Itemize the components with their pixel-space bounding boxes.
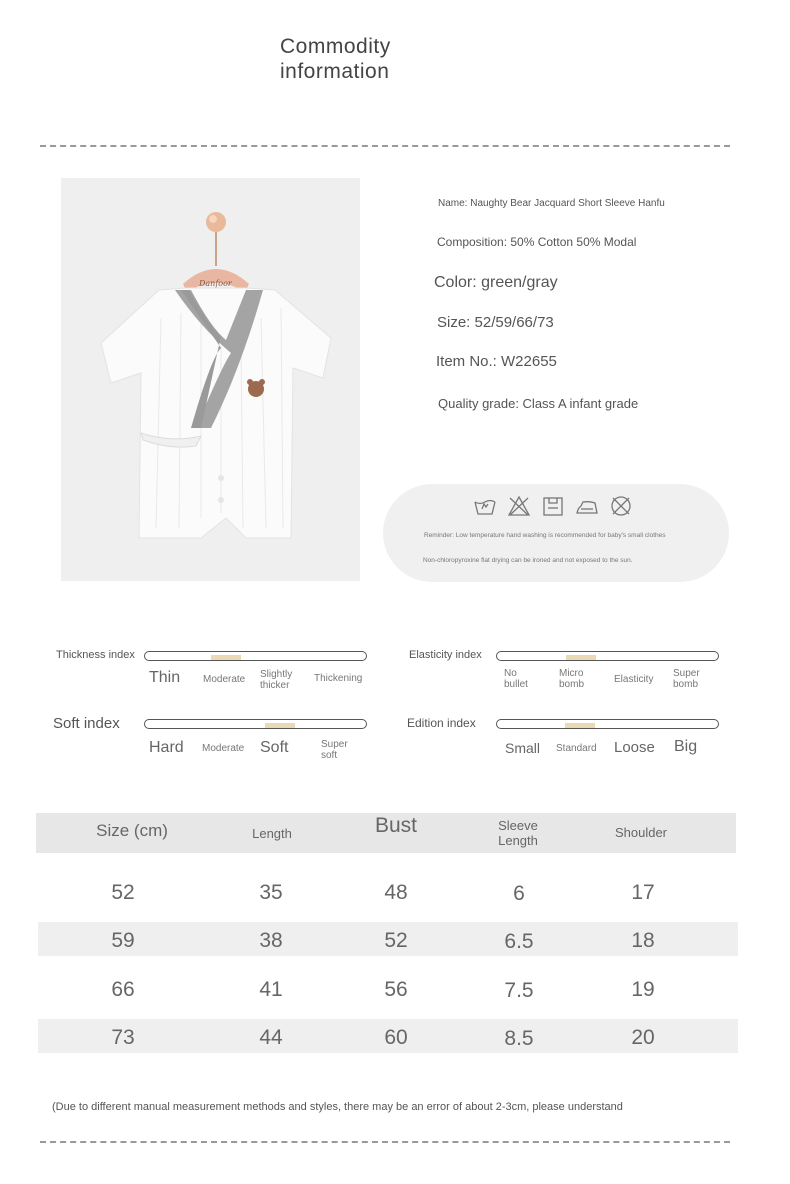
col-header-size: Size (cm) (96, 821, 168, 840)
elasticity-option: Elasticity (614, 674, 654, 685)
no-tumble-dry-icon (609, 494, 633, 518)
table-cell-size: 52 (111, 881, 135, 904)
product-size: Size: 52/59/66/73 (437, 314, 554, 331)
thickness-index-marker (211, 655, 241, 660)
thickness-option: Thickening (314, 673, 363, 684)
table-cell-size: 66 (111, 978, 135, 1001)
iron-icon (575, 494, 599, 518)
table-cell-size: 73 (111, 1026, 135, 1049)
soft-option: Moderate (202, 743, 245, 754)
table-cell-bust: 60 (384, 1026, 408, 1049)
measurement-note: (Due to different manual measurement methods and styles, there may be an error of about 2-3cm, please understand (52, 1101, 623, 1113)
care-reminder: Reminder: Low temperature hand washing is recommended for baby's small clothes (424, 532, 666, 539)
elasticity-index-track (496, 651, 719, 661)
soft-index-label: Soft index (53, 715, 120, 732)
table-cell-bust: 52 (384, 929, 408, 952)
edition-index-track (496, 719, 719, 729)
table-cell-sleeve: 8.5 (504, 1027, 534, 1050)
table-cell-bust: 48 (384, 881, 408, 904)
table-cell-sleeve: 6.5 (504, 930, 534, 953)
table-cell-shoulder: 17 (631, 881, 655, 904)
table-cell-size: 59 (111, 929, 135, 952)
flat-dry-icon (541, 494, 565, 518)
product-photo (61, 178, 360, 581)
table-cell-shoulder: 20 (631, 1026, 655, 1049)
thickness-option: Slightly thicker (260, 669, 293, 691)
thickness-index-label: Thickness index (56, 649, 135, 661)
table-cell-sleeve: 7.5 (504, 979, 534, 1002)
care-icons (473, 494, 633, 518)
table-cell-length: 38 (259, 929, 283, 952)
elasticity-index-label: Elasticity index (409, 649, 482, 661)
product-color: Color: green/gray (434, 274, 558, 291)
edition-index-label: Edition index (407, 716, 476, 730)
title-line-1: Commodity (280, 35, 391, 58)
table-cell-length: 44 (259, 1026, 283, 1049)
hanger-brand: Danfoor (199, 279, 232, 288)
elasticity-option: Micro bomb (559, 668, 585, 690)
edition-option: Loose (614, 739, 655, 756)
table-cell-length: 41 (259, 978, 283, 1001)
col-header-shoulder: Shoulder (614, 825, 668, 840)
edition-option: Big (674, 738, 698, 755)
table-cell-length: 35 (259, 881, 283, 904)
no-bleach-icon (507, 494, 531, 518)
product-quality: Quality grade: Class A infant grade (438, 396, 639, 411)
col-header-sleeve-length: Sleeve Length (498, 818, 538, 848)
soft-option: Hard (149, 739, 184, 756)
page-title (280, 34, 391, 84)
edition-option: Small (505, 740, 541, 756)
table-cell-sleeve: 6 (513, 882, 525, 905)
soft-index-track (144, 719, 367, 729)
hand-wash-icon (473, 494, 497, 518)
thickness-option: Moderate (203, 674, 246, 685)
table-cell-shoulder: 18 (631, 929, 655, 952)
thickness-index-track (144, 651, 367, 661)
soft-index-marker (265, 723, 295, 728)
elasticity-option: Super bomb (673, 668, 700, 690)
thickness-option: Thin (149, 669, 181, 686)
edition-option: Standard (556, 743, 597, 754)
soft-option: Super soft (321, 739, 348, 761)
soft-option: Soft (260, 739, 289, 756)
elasticity-option: No bullet (504, 668, 528, 690)
col-header-bust: Bust (374, 814, 418, 837)
top-divider (40, 145, 730, 147)
table-cell-bust: 56 (384, 978, 408, 1001)
table-cell-shoulder: 19 (631, 978, 655, 1001)
title-line-2: information (280, 60, 390, 83)
col-header-length: Length (252, 826, 292, 841)
product-item-no: Item No.: W22655 (436, 353, 557, 370)
product-name: Name: Naughty Bear Jacquard Short Sleeve Hanfu (438, 198, 665, 209)
care-drying: Non-chloropyroxine flat drying can be ironed and not exposed to the sun. (423, 557, 633, 564)
edition-index-marker (565, 723, 595, 728)
elasticity-index-marker (566, 655, 596, 660)
bottom-divider (40, 1141, 730, 1143)
product-composition: Composition: 50% Cotton 50% Modal (437, 235, 637, 249)
